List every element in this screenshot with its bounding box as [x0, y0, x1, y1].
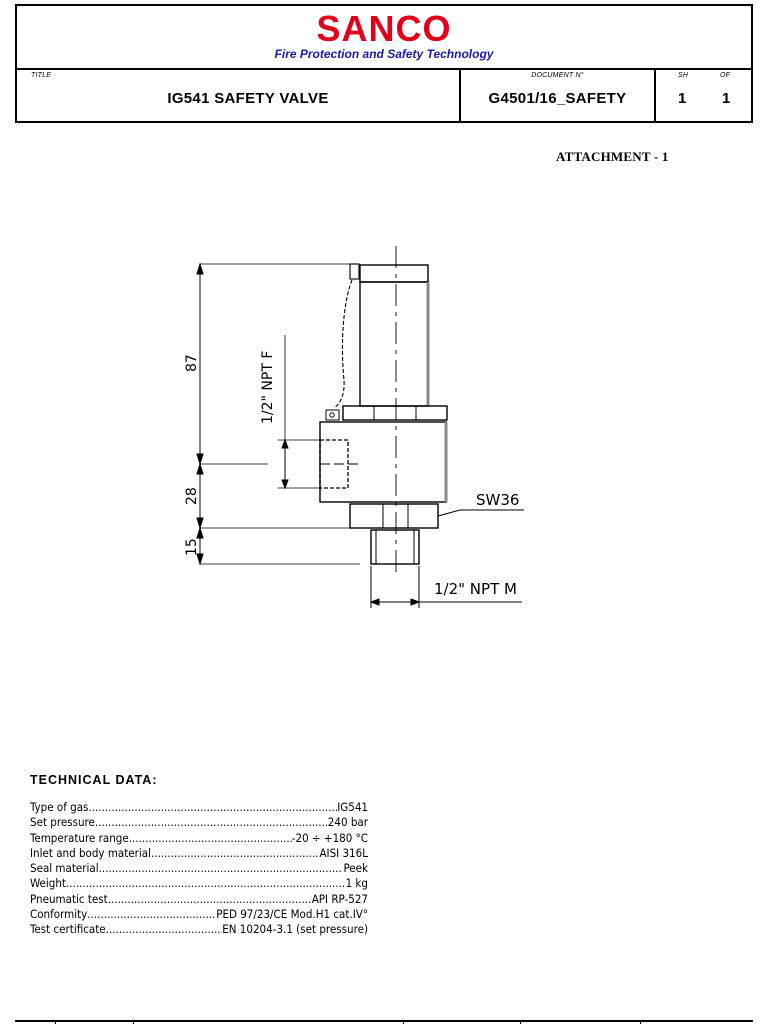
tech-label: Pneumatic test	[30, 891, 108, 906]
inlet-thread-label: 1/2" NPT F	[260, 350, 276, 424]
footer-divider	[403, 1020, 404, 1024]
tech-row-pressure	[30, 815, 368, 830]
tech-value: API RP-527	[311, 891, 368, 906]
footer-divider	[133, 1020, 134, 1024]
dimension-28: 28	[184, 487, 200, 505]
valve-bonnet	[334, 264, 428, 408]
technical-data-list	[30, 800, 368, 938]
tech-row-temperature	[30, 831, 368, 846]
footer-divider	[55, 1020, 56, 1024]
dimension-15: 15	[184, 538, 200, 556]
tech-value: Peek	[343, 861, 368, 876]
tech-value: AISI 316L	[319, 845, 368, 860]
outlet-thread	[371, 530, 419, 564]
sw36-leader	[438, 510, 460, 516]
tech-label: Inlet and body material	[30, 845, 151, 860]
lower-hex	[350, 504, 438, 528]
leader-dots	[87, 907, 216, 922]
footer-divider	[640, 1020, 641, 1024]
tech-label: Set pressure	[30, 815, 95, 830]
tech-value: PED 97/23/CE Mod.H1 cat.IV°	[216, 907, 368, 922]
tech-value: 240 bar	[327, 815, 368, 830]
tech-row-material	[30, 846, 368, 861]
tech-label: Test certificate	[30, 922, 106, 937]
tech-row-weight	[30, 876, 368, 891]
sheet-number: 1	[678, 90, 687, 107]
tech-row-gas	[30, 800, 368, 815]
tech-value: -20 ÷ +180 °C	[291, 830, 368, 845]
inlet-dimension	[278, 335, 320, 488]
tech-label: Temperature range	[30, 830, 129, 845]
tech-label: Type of gas	[30, 800, 89, 814]
of-caption: OF	[720, 72, 731, 79]
footer-frame	[15, 1020, 753, 1026]
sheet-total: 1	[722, 90, 731, 107]
tech-value: 1 kg	[345, 876, 368, 891]
footer-divider	[520, 1020, 521, 1024]
tech-label: Seal material	[30, 861, 99, 876]
leader-dots	[129, 831, 292, 846]
tech-row-conformity	[30, 907, 368, 922]
leader-dots	[88, 800, 337, 815]
tech-label: Weight	[30, 876, 66, 891]
outlet-thread-label: 1/2" NPT M	[434, 580, 517, 598]
hex-nut	[326, 406, 447, 420]
sw36-label: SW36	[476, 491, 520, 509]
leader-dots	[106, 922, 223, 937]
title-caption: TITLE	[31, 72, 52, 79]
leader-dots	[66, 876, 346, 891]
attachment-label: ATTACHMENT - 1	[556, 149, 669, 164]
leader-dots	[95, 815, 328, 830]
tech-value: EN 10204-3.1 (set pressure)	[222, 922, 368, 937]
tech-row-certificate	[30, 922, 368, 937]
document-number: G4501/16_SAFETY	[488, 90, 627, 107]
tech-row-pneumatic	[30, 892, 368, 907]
leader-dots	[108, 892, 312, 907]
leader-dots	[151, 846, 319, 861]
tech-row-seal	[30, 861, 368, 876]
logo-tagline: Fire Protection and Safety Technology	[274, 47, 494, 61]
leader-dots	[99, 861, 344, 876]
document-caption: DOCUMENT N°	[531, 72, 584, 79]
technical-data-heading: TECHNICAL DATA:	[30, 773, 158, 787]
sheet-caption: SH	[678, 72, 689, 79]
vertical-dimensions	[197, 264, 360, 564]
sanco-logo: SANCO	[316, 8, 452, 49]
tech-label: Conformity	[30, 907, 88, 922]
dimension-87: 87	[184, 354, 200, 372]
tech-value: IG541	[337, 800, 368, 814]
valve-body	[320, 422, 446, 502]
document-title: IG541 SAFETY VALVE	[167, 90, 329, 107]
